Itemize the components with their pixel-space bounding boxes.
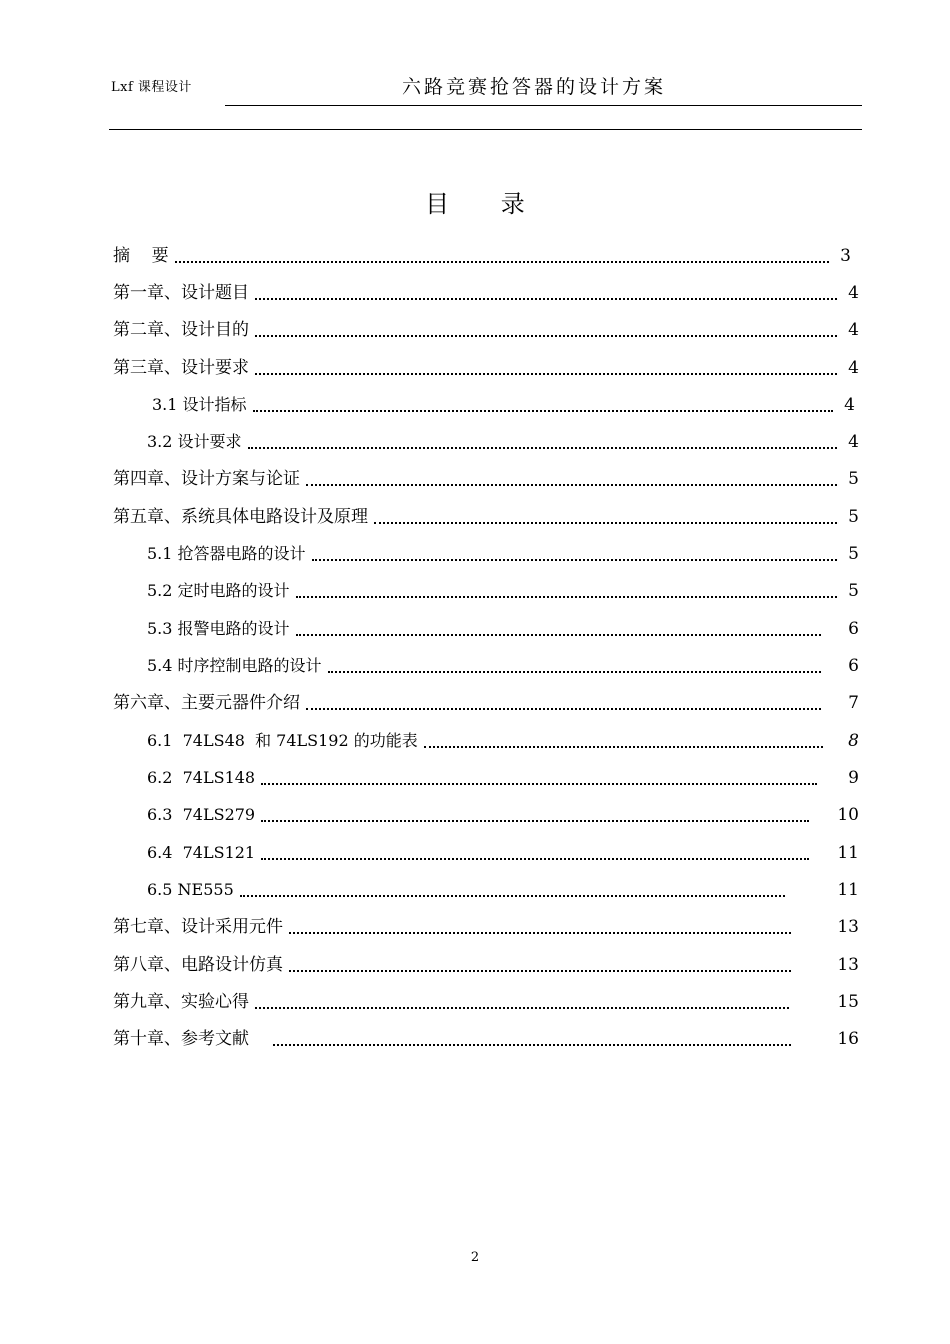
toc-entry-chapter-1[interactable] [113,268,859,304]
toc-entry-page: 6 [848,619,859,639]
toc-entry-abstract[interactable] [113,231,851,267]
toc-entry-page: 10 [837,805,859,825]
toc-entry-page: 15 [837,992,859,1012]
toc-entry-label: 6.4 74LS121 [147,843,256,862]
toc-entry-page: 5 [848,507,859,527]
toc-entry-label: 6.3 74LS279 [147,805,256,824]
toc-entry-section-6-2[interactable] [147,753,859,789]
toc-leader-dots [273,1044,791,1046]
toc-entry-section-3-2[interactable] [147,417,859,453]
toc-entry-chapter-7[interactable] [113,902,859,938]
toc-entry-page: 8 [848,731,859,751]
header-rule-lower [109,129,862,130]
toc-entry-label: 第二章、设计目的 [113,320,249,340]
toc-entry-label: 第九章、实验心得 [113,992,249,1012]
toc-entry-page: 5 [848,581,859,601]
toc-entry-chapter-8[interactable] [113,940,859,976]
toc-entry-section-5-3[interactable] [147,604,859,640]
toc-entry-label: 第五章、系统具体电路设计及原理 [113,507,368,527]
header-document-title: 六路竞赛抢答器的设计方案 [402,76,667,98]
toc-leader-dots [240,895,786,897]
header-course-label: Lxf 课程设计 [111,80,192,95]
toc-entry-chapter-6[interactable] [113,678,859,714]
toc-entry-page: 13 [837,917,859,937]
toc-entry-section-6-5[interactable] [147,865,859,901]
toc-leader-dots [261,858,809,860]
toc-leader-dots [255,335,837,337]
toc-entry-page: 9 [848,768,859,788]
toc-entry-page: 4 [848,283,859,303]
toc-entry-chapter-3[interactable] [113,343,859,379]
toc-leader-dots [374,522,837,524]
toc-heading: 目 录 [425,190,547,218]
toc-entry-label: 5.3 报警电路的设计 [147,619,290,638]
toc-entry-page: 4 [844,395,855,415]
toc-entry-chapter-5[interactable] [113,492,859,528]
toc-entry-label: 第四章、设计方案与论证 [113,469,300,489]
toc-entry-page: 7 [848,693,859,713]
toc-entry-section-5-4[interactable] [147,641,859,677]
toc-leader-dots [261,783,817,785]
toc-entry-label: 第一章、设计题目 [113,283,249,303]
toc-leader-dots [253,410,833,412]
toc-entry-chapter-2[interactable] [113,305,859,341]
toc-entry-label: 第十章、参考文献 [113,1029,249,1049]
toc-entry-page: 5 [848,544,859,564]
toc-entry-page: 13 [837,955,859,975]
toc-entry-chapter-10[interactable] [113,1014,859,1050]
toc-entry-label: 第八章、电路设计仿真 [113,955,283,975]
toc-entry-label: 第三章、设计要求 [113,358,249,378]
toc-leader-dots [306,484,837,486]
toc-entry-page: 11 [837,880,859,900]
toc-leader-dots [255,1007,789,1009]
toc-entry-label: 摘 要 [113,246,169,266]
toc-entry-section-6-3[interactable] [147,790,859,826]
page-number: 2 [470,1250,480,1265]
toc-entry-label: 3.1 设计指标 [152,395,247,414]
toc-leader-dots [289,932,791,934]
toc-leader-dots [296,634,821,636]
toc-entry-page: 6 [848,656,859,676]
toc-entry-section-5-1[interactable] [147,529,859,565]
toc-leader-dots [175,261,829,263]
toc-entry-label: 第七章、设计采用元件 [113,917,283,937]
toc-entry-page: 4 [848,320,859,340]
toc-leader-dots [248,447,837,449]
toc-entry-label: 6.5 NE555 [147,880,234,899]
header-rule-upper [225,105,862,106]
toc-leader-dots [312,559,837,561]
toc-leader-dots [255,298,837,300]
toc-entry-section-3-1[interactable] [152,380,855,416]
toc-entry-label: 5.1 抢答器电路的设计 [147,544,306,563]
toc-leader-dots [289,970,791,972]
toc-entry-label: 6.1 74LS48 和 74LS192 的功能表 [147,731,418,750]
toc-entry-section-5-2[interactable] [147,566,859,602]
toc-leader-dots [255,373,837,375]
toc-leader-dots [306,708,821,710]
toc-entry-page: 4 [848,358,859,378]
toc-entry-label: 3.2 设计要求 [147,432,242,451]
toc-entry-section-6-1[interactable] [147,716,859,752]
toc-entry-label: 6.2 74LS148 [147,768,256,787]
toc-entry-page: 4 [848,432,859,452]
toc-entry-page: 11 [837,843,859,863]
toc-leader-dots [424,746,823,748]
toc-leader-dots [328,671,821,673]
toc-entry-section-6-4[interactable] [147,828,859,864]
toc-entry-chapter-4[interactable] [113,454,859,490]
toc-entry-chapter-9[interactable] [113,977,859,1013]
toc-entry-page: 5 [848,469,859,489]
toc-leader-dots [296,596,837,598]
toc-entry-label: 第六章、主要元器件介绍 [113,693,300,713]
toc-entry-label: 5.4 时序控制电路的设计 [147,656,322,675]
toc-entry-label: 5.2 定时电路的设计 [147,581,290,600]
toc-entry-page: 3 [840,246,851,266]
toc-entry-page: 16 [837,1029,859,1049]
toc-leader-dots [261,820,809,822]
